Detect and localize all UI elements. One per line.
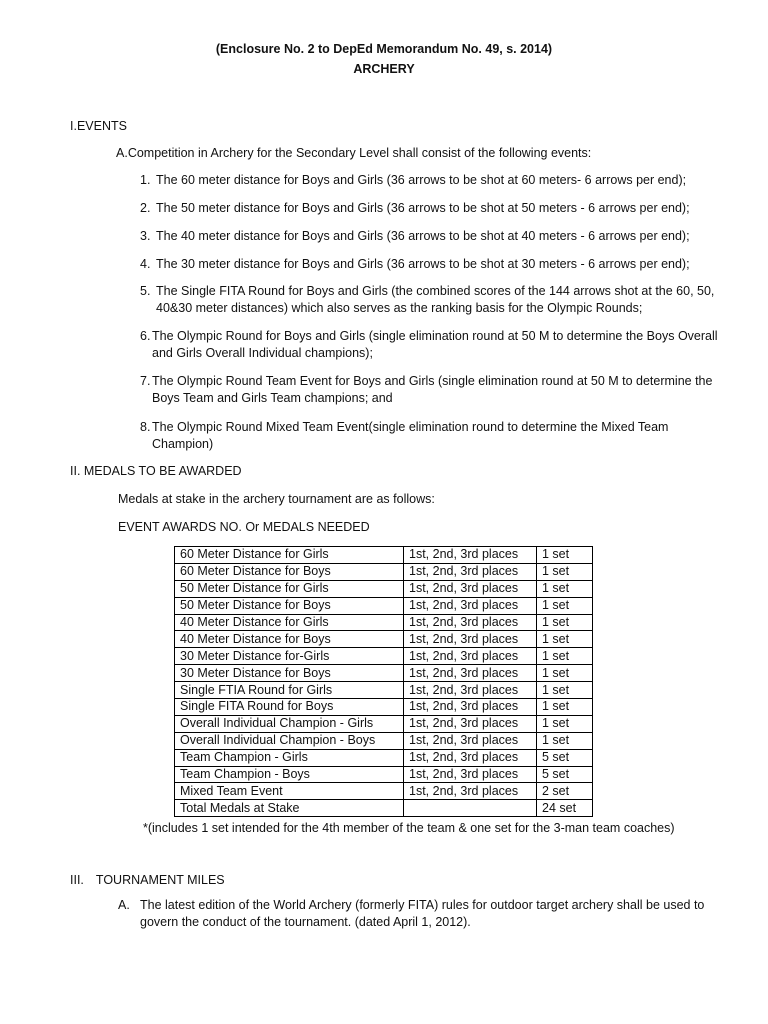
- medals-needed-cell: 2 set: [537, 783, 593, 800]
- medals-intro: Medals at stake in the archery tournament are as follows:: [118, 492, 435, 506]
- table-row: [175, 732, 593, 749]
- enclosure-title: (Enclosure No. 2 to DepEd Memorandum No. 49, s. 2014): [215, 42, 553, 56]
- event-cell: 40 Meter Distance for Boys: [175, 631, 404, 648]
- table-row: [175, 614, 593, 631]
- award-cell: 1st, 2nd, 3rd places: [404, 648, 537, 665]
- event-cell: Overall Individual Champion - Boys: [175, 732, 404, 749]
- event-item-3: [140, 228, 730, 245]
- medals-needed-cell: 5 set: [537, 766, 593, 783]
- event-cell: 30 Meter Distance for Boys: [175, 665, 404, 682]
- medals-needed-cell: 1 set: [537, 597, 593, 614]
- event-item-5: [140, 283, 730, 317]
- event-item-marker: 6.: [140, 329, 151, 343]
- event-cell: 30 Meter Distance for-Girls: [175, 648, 404, 665]
- event-item-text: The 50 meter distance for Boys and Girls (36 arrows to be shot at 50 meters - 6 arrows per end);: [156, 201, 690, 215]
- award-cell: 1st, 2nd, 3rd places: [404, 699, 537, 716]
- sport-title: ARCHERY: [353, 62, 415, 76]
- award-cell: 1st, 2nd, 3rd places: [404, 597, 537, 614]
- medals-footnote: *(includes 1 set intended for the 4th member of the team & one set for the 3-man team coaches): [143, 821, 675, 835]
- table-row: [175, 563, 593, 580]
- event-item-marker: 5.: [140, 284, 151, 298]
- rule-item-text: The latest edition of the World Archery (formerly FITA) rules for outdoor target archery shall be used to govern the conduct of the tournament. (dated April 1, 2012).: [140, 898, 705, 929]
- award-cell: 1st, 2nd, 3rd places: [404, 682, 537, 699]
- medals-needed-cell: 24 set: [537, 800, 593, 817]
- award-cell: 1st, 2nd, 3rd places: [404, 547, 537, 564]
- award-cell: 1st, 2nd, 3rd places: [404, 715, 537, 732]
- medals-needed-cell: 1 set: [537, 631, 593, 648]
- medals-needed-cell: 1 set: [537, 715, 593, 732]
- events-intro-text: Competition in Archery for the Secondary Level shall consist of the following events:: [127, 146, 592, 160]
- event-item-7: [140, 373, 730, 407]
- event-item-marker: 2.: [140, 201, 151, 215]
- event-cell: Overall Individual Champion - Girls: [175, 715, 404, 732]
- award-cell: 1st, 2nd, 3rd places: [404, 580, 537, 597]
- event-cell: 40 Meter Distance for Girls: [175, 614, 404, 631]
- medals-needed-cell: 1 set: [537, 547, 593, 564]
- table-row: [175, 682, 593, 699]
- table-row: [175, 631, 593, 648]
- medals-needed-cell: 1 set: [537, 699, 593, 716]
- section-number: III.: [70, 873, 84, 887]
- table-row: [175, 665, 593, 682]
- event-item-marker: 3.: [140, 229, 151, 243]
- event-item-text: The 60 meter distance for Boys and Girls (36 arrows to be shot at 60 meters- 6 arrows per end);: [156, 173, 687, 187]
- medals-subheading: EVENT AWARDS NO. Or MEDALS NEEDED: [118, 520, 370, 534]
- events-intro: [116, 145, 591, 162]
- award-cell: 1st, 2nd, 3rd places: [404, 732, 537, 749]
- table-row: [175, 580, 593, 597]
- award-cell: 1st, 2nd, 3rd places: [404, 665, 537, 682]
- table-row: [175, 715, 593, 732]
- event-item-6: [140, 328, 730, 362]
- table-row: [175, 766, 593, 783]
- table-row: [175, 783, 593, 800]
- event-item-text: The 30 meter distance for Boys and Girls (36 arrows to be shot at 30 meters - 6 arrows per end);: [156, 257, 690, 271]
- event-item-marker: 7.: [140, 374, 151, 388]
- event-cell: Total Medals at Stake: [175, 800, 404, 817]
- award-cell: 1st, 2nd, 3rd places: [404, 749, 537, 766]
- event-cell: Team Champion - Girls: [175, 749, 404, 766]
- award-cell: 1st, 2nd, 3rd places: [404, 614, 537, 631]
- event-item-marker: 1.: [140, 173, 151, 187]
- event-item-2: [140, 200, 730, 217]
- events-intro-marker: A.: [116, 146, 128, 160]
- table-row: [175, 800, 593, 817]
- section-tournament-heading: [70, 872, 225, 889]
- table-row: [175, 597, 593, 614]
- table-row: [175, 547, 593, 564]
- event-item-text: The Single FITA Round for Boys and Girls (the combined scores of the 144 arrows shot at the 60, 50, 40&30 meter distances) which also serves as the ranking basis for the Olympic Rounds;: [156, 284, 715, 315]
- table-row: [175, 749, 593, 766]
- medals-needed-cell: 1 set: [537, 732, 593, 749]
- award-cell: 1st, 2nd, 3rd places: [404, 631, 537, 648]
- medals-needed-cell: 1 set: [537, 665, 593, 682]
- event-item-marker: 8.: [140, 420, 151, 434]
- medals-needed-cell: 1 set: [537, 648, 593, 665]
- event-cell: Mixed Team Event: [175, 783, 404, 800]
- medals-needed-cell: 1 set: [537, 580, 593, 597]
- table-row: [175, 699, 593, 716]
- event-item-4: [140, 256, 730, 273]
- event-cell: 50 Meter Distance for Girls: [175, 580, 404, 597]
- section-medals-heading: II. MEDALS TO BE AWARDED: [70, 464, 242, 478]
- event-item-text: The Olympic Round Team Event for Boys and Girls (single elimination round at 50 M to determine the Boys Team and Girls Team champions; and: [152, 374, 713, 405]
- award-cell: 1st, 2nd, 3rd places: [404, 783, 537, 800]
- tournament-rule-item: [118, 897, 708, 931]
- rule-item-marker: A.: [118, 898, 130, 912]
- table-row: [175, 648, 593, 665]
- medals-needed-cell: 5 set: [537, 749, 593, 766]
- award-cell: 1st, 2nd, 3rd places: [404, 766, 537, 783]
- section-title: TOURNAMENT MILES: [95, 873, 225, 887]
- event-item-8: [140, 419, 730, 453]
- event-item-marker: 4.: [140, 257, 151, 271]
- medals-needed-cell: 1 set: [537, 614, 593, 631]
- event-item-text: The 40 meter distance for Boys and Girls (36 arrows to be shot at 40 meters - 6 arrows per end);: [156, 229, 690, 243]
- event-cell: Team Champion - Boys: [175, 766, 404, 783]
- award-cell: 1st, 2nd, 3rd places: [404, 563, 537, 580]
- award-cell: [404, 800, 537, 817]
- medals-needed-cell: 1 set: [537, 682, 593, 699]
- event-cell: Single FITA Round for Boys: [175, 699, 404, 716]
- event-cell: 50 Meter Distance for Boys: [175, 597, 404, 614]
- event-cell: 60 Meter Distance for Boys: [175, 563, 404, 580]
- event-cell: Single FTIA Round for Girls: [175, 682, 404, 699]
- event-item-text: The Olympic Round for Boys and Girls (single elimination round at 50 M to determine the Boys Overall and Girls Overall Individual champions);: [152, 329, 718, 360]
- section-events-heading: I.EVENTS: [70, 119, 127, 133]
- medals-table: [174, 546, 593, 817]
- event-cell: 60 Meter Distance for Girls: [175, 547, 404, 564]
- medals-needed-cell: 1 set: [537, 563, 593, 580]
- event-item-1: [140, 172, 730, 189]
- event-item-text: The Olympic Round Mixed Team Event(single elimination round to determine the Mixed Team Champion): [152, 420, 669, 451]
